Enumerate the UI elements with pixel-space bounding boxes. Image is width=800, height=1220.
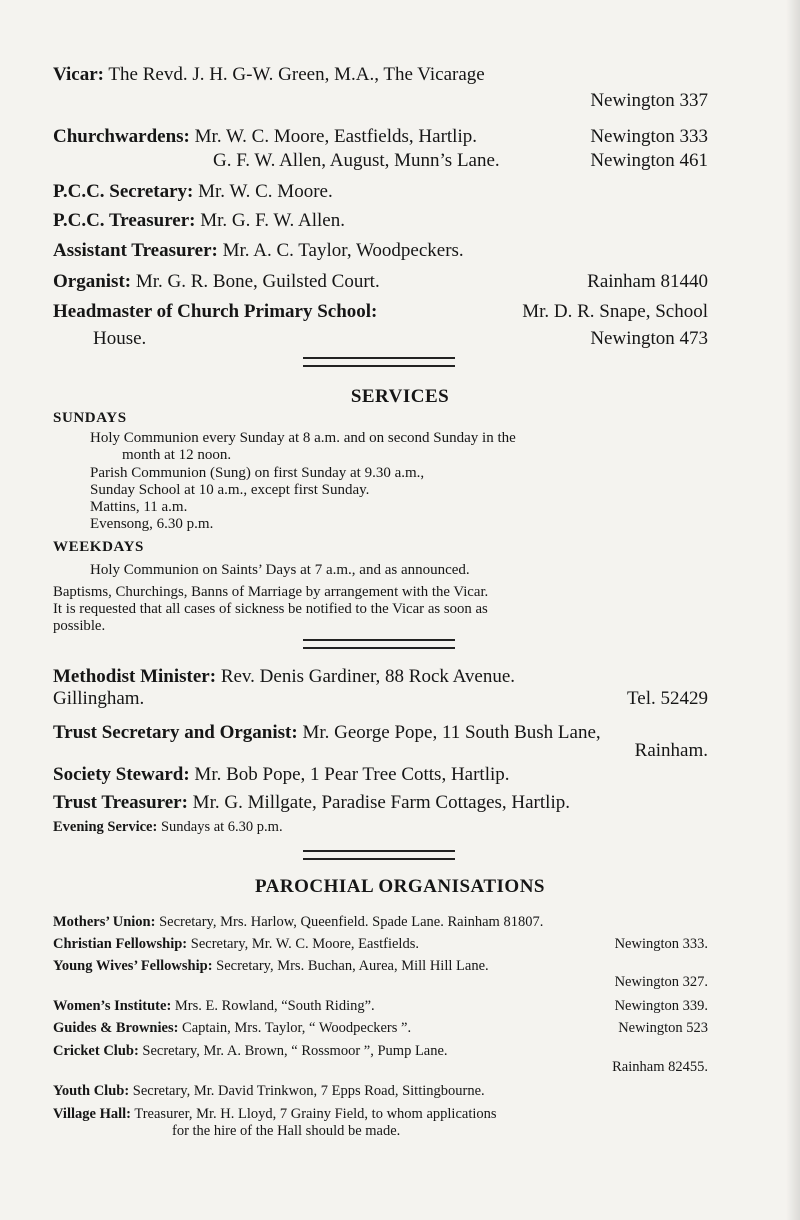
trust-treasurer-text: Mr. G. Millgate, Paradise Farm Cottages, Hartlip.: [192, 792, 570, 813]
weekdays-line: Holy Communion on Saints’ Days at 7 a.m., and as announced.: [90, 562, 470, 578]
trust-treasurer-entry: [53, 792, 708, 814]
christian-fellowship-entry: [53, 936, 708, 953]
mothers-union-entry: [53, 914, 708, 931]
headmaster-text: Mr. D. R. Snape, School: [522, 301, 708, 322]
womens-institute-label: Women’s Institute:: [53, 998, 172, 1014]
young-wives-text: Secretary, Mrs. Buchan, Aurea, Mill Hill Lane.: [216, 958, 489, 974]
section-divider-3: [303, 850, 455, 860]
guides-entry: [53, 1020, 708, 1037]
organist-entry: [53, 271, 708, 293]
methodist-minister-second-line: [53, 688, 708, 710]
womens-institute-entry: [53, 998, 708, 1015]
services-note-line-3: possible.: [53, 618, 106, 634]
sundays-line-4: Sunday School at 10 a.m., except first Sunday.: [90, 482, 370, 498]
evening-service-label: Evening Service:: [53, 819, 158, 835]
organist-phone: Rainham 81440: [587, 271, 708, 292]
guides-label: Guides & Brownies:: [53, 1020, 179, 1036]
youth-club-entry: [53, 1083, 708, 1100]
village-hall-entry: [53, 1106, 708, 1123]
village-hall-text: Treasurer, Mr. H. Lloyd, 7 Grainy Field, to whom applications: [134, 1106, 497, 1122]
section-divider-2: [303, 639, 455, 649]
organist-text: Mr. G. R. Bone, Guilsted Court.: [135, 271, 380, 292]
methodist-minister-text: Rev. Denis Gardiner, 88 Rock Avenue.: [220, 666, 516, 687]
assistant-treasurer-text: Mr. A. C. Taylor, Woodpeckers.: [222, 240, 464, 261]
christian-fellowship-label: Christian Fellowship:: [53, 936, 188, 952]
trust-secretary-text2: Rainham.: [634, 740, 708, 761]
sundays-heading: SUNDAYS: [53, 410, 127, 426]
trust-treasurer-label: Trust Treasurer:: [53, 792, 188, 813]
services-note-line-2: It is requested that all cases of sickness be notified to the Vicar as soon as: [53, 601, 488, 617]
trust-secretary-label: Trust Secretary and Organist:: [53, 722, 298, 743]
headmaster-label: Headmaster of Church Primary School:: [53, 301, 378, 322]
services-heading: SERVICES: [350, 386, 450, 407]
womens-institute-phone: Newington 339.: [614, 998, 708, 1014]
society-steward-label: Society Steward:: [53, 764, 190, 785]
churchwardens-line1: Mr. W. C. Moore, Eastfields, Hartlip.: [194, 126, 477, 147]
churchwardens-phone1: Newington 333: [590, 126, 708, 147]
mothers-union-label: Mothers’ Union:: [53, 914, 156, 930]
headmaster-phone: Newington 473: [590, 328, 708, 349]
vicar-phone: Newington 337: [590, 90, 708, 111]
churchwardens-entry: [53, 126, 708, 148]
methodist-minister-entry: [53, 666, 708, 688]
headmaster-text2: House.: [93, 328, 147, 349]
methodist-minister-phone: Tel. 52429: [627, 688, 708, 709]
section-divider-1: [303, 357, 455, 367]
parochial-heading: PAROCHIAL ORGANISATIONS: [254, 876, 546, 897]
cricket-text: Secretary, Mr. A. Brown, “ Rossmoor ”, Pump Lane.: [142, 1043, 448, 1059]
page-edge-shadow: [786, 0, 800, 1220]
youth-club-label: Youth Club:: [53, 1083, 130, 1099]
sundays-line-6: Evensong, 6.30 p.m.: [90, 516, 214, 532]
guides-text: Captain, Mrs. Taylor, “ Woodpeckers ”.: [182, 1020, 412, 1036]
assistant-treasurer-entry: [53, 240, 708, 262]
young-wives-entry: [53, 958, 708, 975]
evening-service-entry: [53, 819, 708, 836]
pcc-treasurer-text: Mr. G. F. W. Allen.: [200, 210, 345, 231]
headmaster-entry: [53, 301, 708, 323]
sundays-line-2: month at 12 noon.: [122, 447, 232, 463]
trust-secretary-entry: [53, 722, 708, 744]
mothers-union-text: Secretary, Mrs. Harlow, Queenfield. Spade Lane. Rainham 81807.: [159, 914, 544, 930]
womens-institute-text: Mrs. E. Rowland, “South Riding”.: [174, 998, 375, 1014]
churchwardens-phone2: Newington 461: [590, 150, 708, 171]
methodist-minister-label: Methodist Minister:: [53, 666, 217, 687]
pcc-secretary-text: Mr. W. C. Moore.: [198, 181, 333, 202]
young-wives-label: Young Wives’ Fellowship:: [53, 958, 213, 974]
young-wives-phone: Newington 327.: [614, 974, 708, 990]
vicar-text: The Revd. J. H. G-W. Green, M.A., The Vicarage: [108, 64, 485, 85]
cricket-phone: Rainham 82455.: [612, 1059, 708, 1075]
pcc-secretary-label: P.C.C. Secretary:: [53, 181, 194, 202]
trust-secretary-text: Mr. George Pope, 11 South Bush Lane,: [302, 722, 601, 743]
society-steward-entry: [53, 764, 708, 786]
churchwardens-line2: G. F. W. Allen, August, Munn’s Lane.: [213, 150, 500, 171]
village-hall-label: Village Hall:: [53, 1106, 131, 1122]
sundays-line-3: Parish Communion (Sung) on first Sunday at 9.30 a.m.,: [90, 465, 425, 481]
cricket-entry: [53, 1043, 708, 1060]
cricket-label: Cricket Club:: [53, 1043, 139, 1059]
pcc-treasurer-entry: [53, 210, 708, 232]
services-note-line-1: Baptisms, Churchings, Banns of Marriage by arrangement with the Vicar.: [53, 584, 489, 600]
christian-fellowship-text: Secretary, Mr. W. C. Moore, Eastfields.: [190, 936, 419, 952]
sundays-line-1: [90, 430, 707, 447]
sundays-line-5: Mattins, 11 a.m.: [90, 499, 188, 515]
headmaster-justified: [53, 301, 708, 323]
christian-fellowship-phone: Newington 333.: [614, 936, 708, 952]
village-hall-second-line: for the hire of the Hall should be made.: [172, 1123, 401, 1139]
sundays-line-1-text: Holy Communion every Sunday at 8 a.m. and on second Sunday in the: [90, 430, 516, 446]
pcc-treasurer-label: P.C.C. Treasurer:: [53, 210, 196, 231]
churchwardens-label: Churchwardens:: [53, 126, 190, 147]
organist-label: Organist:: [53, 271, 132, 292]
assistant-treasurer-label: Assistant Treasurer:: [53, 240, 218, 261]
weekdays-heading: WEEKDAYS: [53, 539, 144, 555]
pcc-secretary-entry: [53, 181, 708, 203]
methodist-minister-text2: Gillingham.: [53, 688, 145, 709]
guides-phone: Newington 523: [618, 1020, 708, 1036]
society-steward-text: Mr. Bob Pope, 1 Pear Tree Cotts, Hartlip.: [194, 764, 510, 785]
evening-service-text: Sundays at 6.30 p.m.: [160, 819, 283, 835]
vicar-entry: [53, 64, 708, 86]
vicar-label: Vicar:: [53, 64, 104, 85]
youth-club-text: Secretary, Mr. David Trinkwon, 7 Epps Road, Sittingbourne.: [132, 1083, 485, 1099]
